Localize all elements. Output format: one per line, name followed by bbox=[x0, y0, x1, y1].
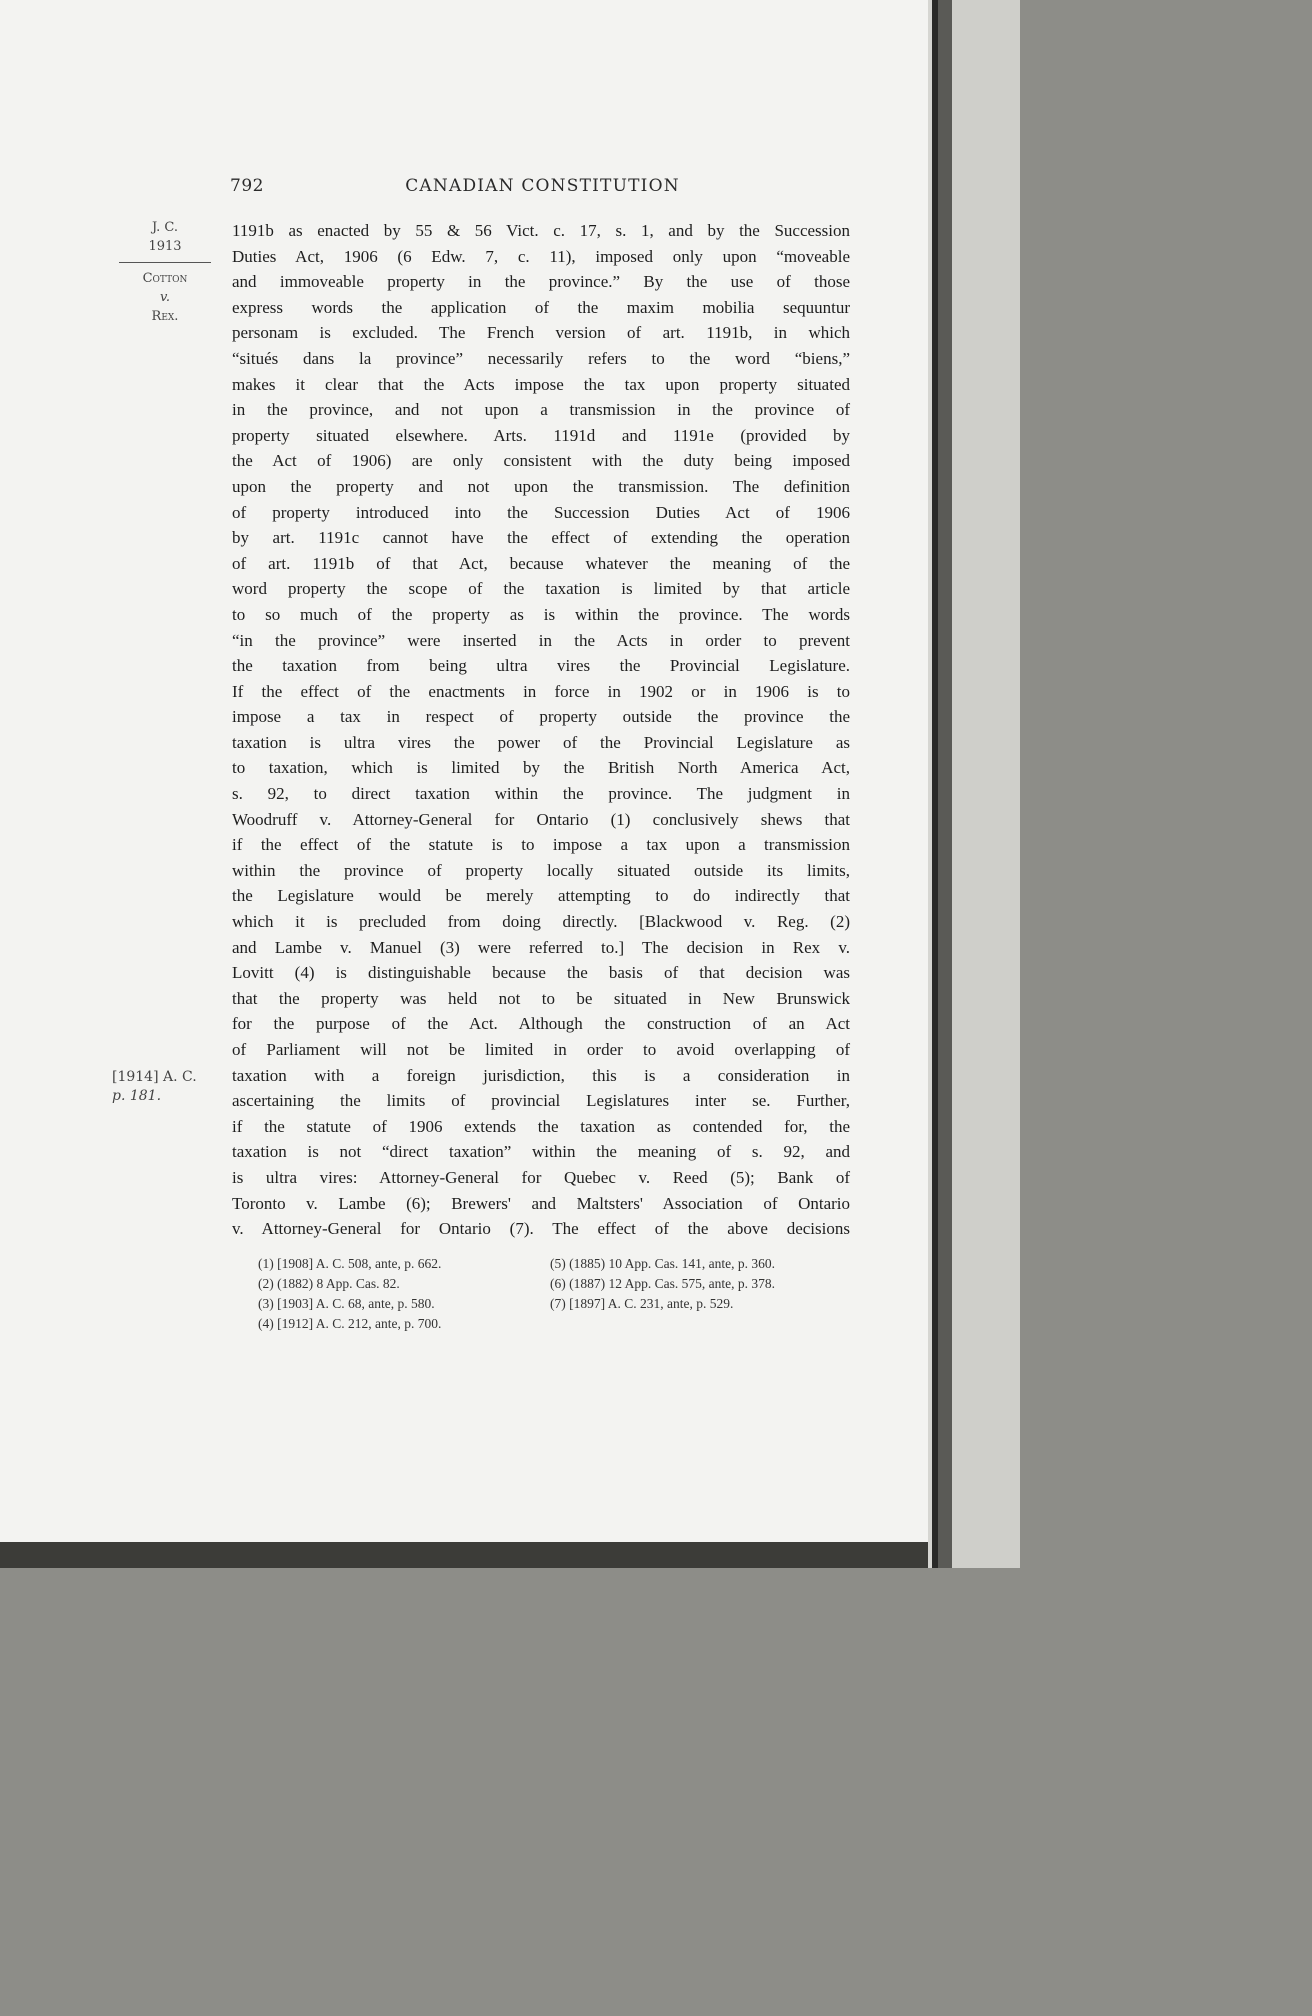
margin-case-note bbox=[110, 218, 220, 326]
body-line: and immoveable property in the province.” By the use of those bbox=[232, 272, 850, 292]
body-line: if the effect of the statute is to impose a tax upon a transmission bbox=[232, 835, 850, 855]
body-line: for the purpose of the Act. Although the construction of an Act bbox=[232, 1014, 850, 1034]
footnote: (6) (1887) 12 App. Cas. 575, ante, p. 378. bbox=[550, 1276, 775, 1291]
body-line: is ultra vires: Attorney-General for Quebec v. Reed (5); Bank of bbox=[232, 1167, 850, 1187]
margin-citation-note bbox=[112, 1068, 222, 1106]
body-line: 1191b as enacted by 55 & 56 Vict. c. 17, s. 1, and by the Succession bbox=[232, 221, 850, 240]
margin-case-top: Cotton bbox=[142, 271, 188, 286]
body-line: taxation with a foreign jurisdiction, this is a consideration in bbox=[232, 1065, 850, 1085]
body-text bbox=[232, 218, 850, 1242]
body-line: express words the application of the maxim mobilia sequuntur bbox=[232, 297, 850, 317]
body-line: within the province of property locally situated outside its limits, bbox=[232, 860, 850, 880]
body-line: the Act of 1906) are only consistent with the duty being imposed bbox=[232, 451, 850, 471]
body-line: to so much of the property as is within the province. The words bbox=[232, 604, 850, 624]
body-line: “situés dans la province” necessarily refers to the word “biens,” bbox=[232, 348, 850, 368]
body-line: If the effect of the enactments in force in 1902 or in 1906 is to bbox=[232, 681, 850, 701]
body-line: Toronto v. Lambe (6); Brewers' and Maltsters' Association of Ontario bbox=[232, 1193, 850, 1213]
body-line: personam is excluded. The French version of art. 1191b, in which bbox=[232, 323, 850, 343]
body-line: taxation is not “direct taxation” within the meaning of s. 92, and bbox=[232, 1142, 850, 1162]
margin-citation-line1: [1914] A. C. bbox=[112, 1069, 197, 1085]
body-line: by art. 1191c cannot have the effect of extending the operation bbox=[232, 528, 850, 548]
body-line: v. Attorney-General for Ontario (7). The effect of the above decisions bbox=[232, 1219, 850, 1239]
body-line: Lovitt (4) is distinguishable because the basis of that decision was bbox=[232, 963, 850, 983]
body-line: ascertaining the limits of provincial Legislatures inter se. Further, bbox=[232, 1091, 850, 1111]
footnote: (2) (1882) 8 App. Cas. 82. bbox=[258, 1276, 400, 1291]
body-line: impose a tax in respect of property outside the province the bbox=[232, 707, 850, 727]
body-line: if the statute of 1906 extends the taxation as contended for, the bbox=[232, 1116, 850, 1136]
body-line: word property the scope of the taxation is limited by that article bbox=[232, 579, 850, 599]
margin-citation-line2: p. 181. bbox=[112, 1088, 162, 1104]
page-bottom-edge bbox=[0, 1542, 928, 1568]
body-line: that the property was held not to be situated in New Brunswick bbox=[232, 988, 850, 1008]
footnote: (1) [1908] A. C. 508, ante, p. 662. bbox=[258, 1256, 442, 1271]
body-line: of Parliament will not be limited in order to avoid overlapping of bbox=[232, 1040, 850, 1059]
body-line: to taxation, which is limited by the British North America Act, bbox=[232, 758, 850, 778]
margin-case-mid: v. bbox=[160, 290, 170, 305]
margin-court: J. C. bbox=[151, 220, 179, 235]
footnote: (5) (1885) 10 App. Cas. 141, ante, p. 360. bbox=[550, 1256, 775, 1271]
body-line: upon the property and not upon the transmission. The definition bbox=[232, 476, 850, 496]
margin-rule bbox=[119, 262, 211, 263]
running-title: CANADIAN CONSTITUTION bbox=[405, 176, 680, 196]
footnote: (7) [1897] A. C. 231, ante, p. 529. bbox=[550, 1296, 734, 1311]
body-line: property situated elsewhere. Arts. 1191d and 1191e (provided by bbox=[232, 425, 850, 445]
body-line: in the province, and not upon a transmission in the province of bbox=[232, 400, 850, 420]
margin-year: 1913 bbox=[148, 239, 182, 254]
body-line: taxation is ultra vires the power of the Provincial Legislature as bbox=[232, 732, 850, 752]
body-line: “in the province” were inserted in the Acts in order to prevent bbox=[232, 630, 850, 650]
body-line: of art. 1191b of that Act, because whatever the meaning of the bbox=[232, 553, 850, 573]
body-line: of property introduced into the Succession Duties Act of 1906 bbox=[232, 502, 850, 522]
body-line: s. 92, to direct taxation within the province. The judgment in bbox=[232, 784, 850, 804]
body-line: the taxation from being ultra vires the Provincial Legislature. bbox=[232, 656, 850, 676]
body-line: makes it clear that the Acts impose the tax upon property situated bbox=[232, 374, 850, 394]
book-binding-edge bbox=[928, 0, 1020, 1568]
margin-case-bottom: Rex. bbox=[151, 309, 179, 324]
footnote: (3) [1903] A. C. 68, ante, p. 580. bbox=[258, 1296, 435, 1311]
body-line: Woodruff v. Attorney-General for Ontario (1) conclusively shews that bbox=[232, 809, 850, 829]
footnotes-left-column bbox=[258, 1254, 548, 1334]
footnotes-right-column bbox=[550, 1254, 860, 1314]
body-line: Duties Act, 1906 (6 Edw. 7, c. 11), imposed only upon “moveable bbox=[232, 246, 850, 266]
running-head bbox=[230, 176, 855, 200]
footnote: (4) [1912] A. C. 212, ante, p. 700. bbox=[258, 1316, 442, 1331]
page-number: 792 bbox=[230, 176, 264, 196]
body-line: which it is precluded from doing directly. [Blackwood v. Reg. (2) bbox=[232, 912, 850, 932]
body-line: the Legislature would be merely attempting to do indirectly that bbox=[232, 886, 850, 906]
body-line: and Lambe v. Manuel (3) were referred to.] The decision in Rex v. bbox=[232, 937, 850, 957]
